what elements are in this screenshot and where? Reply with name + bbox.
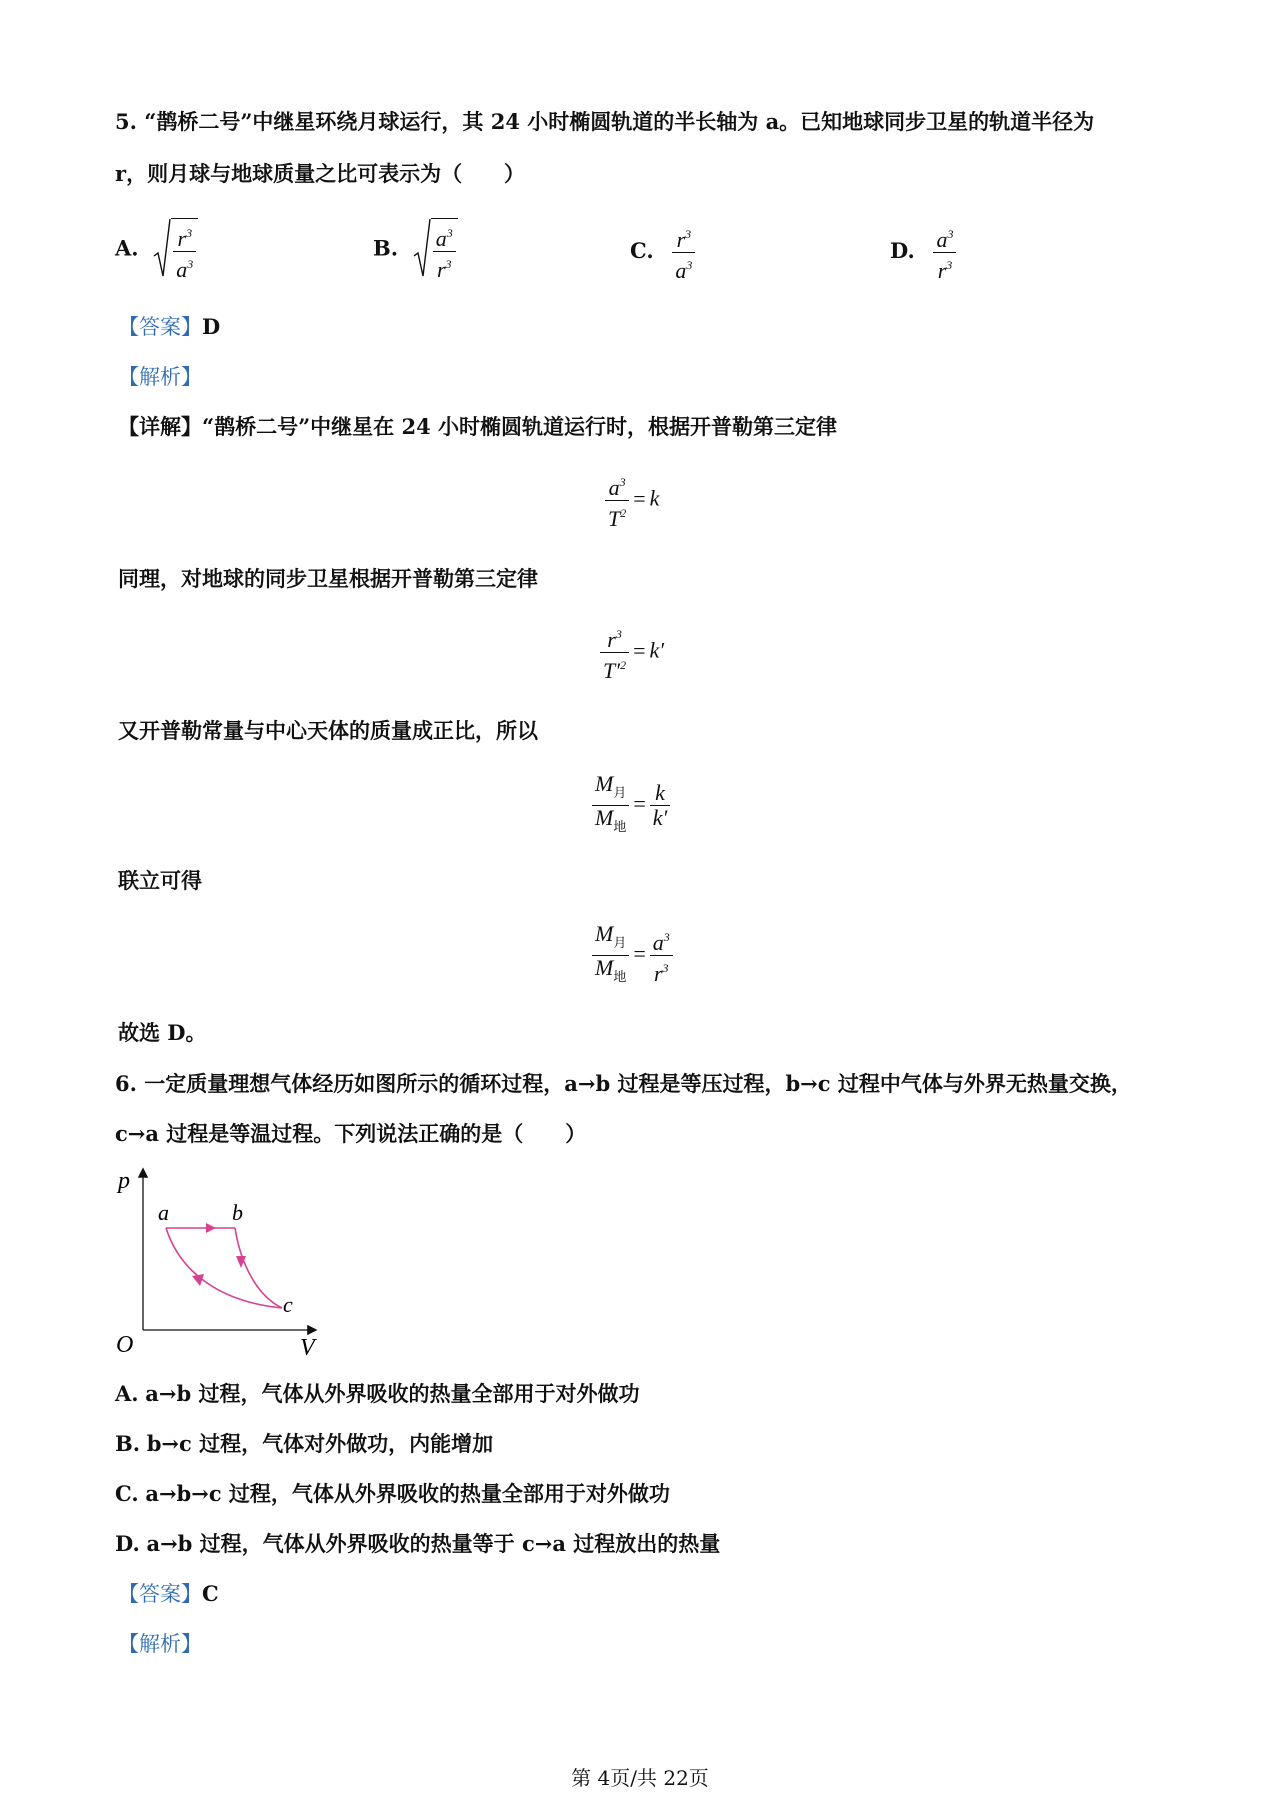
q6-stem-line2: c→a 过程是等温过程。下列说法正确的是（ ） <box>115 1121 587 1146</box>
option-label: A. <box>115 1381 139 1406</box>
q5-text2: 同理，对地球的同步卫星根据开普勒第三定律 <box>118 566 538 591</box>
fraction: $\frac{a^3}{r^3}$ <box>933 222 956 283</box>
answer-tag: 【答案】 <box>118 315 202 339</box>
q6-option-c[interactable] <box>115 1478 670 1508</box>
page-footer: 第 4页/共 22页 <box>571 1766 709 1790</box>
q5-option-c[interactable] <box>630 222 695 283</box>
q5-option-b[interactable] <box>373 218 458 282</box>
equation-3: $\frac{M_月}{M_地}$ = $\frac{k}{k'}$ <box>592 772 670 839</box>
option-label: B. <box>373 235 399 261</box>
q6-stem-line1: 一定质量理想气体经历如图所示的循环过程，a→b 过程是等压过程，b→c 过程中气体与外界无热量交换， <box>144 1071 1132 1096</box>
option-label: D. <box>890 238 915 263</box>
q6-option-b[interactable] <box>115 1428 493 1458</box>
sqrt-icon <box>153 218 171 280</box>
point-a-label: a <box>158 1200 169 1225</box>
y-axis-label: p <box>118 1168 130 1194</box>
option-label: B. <box>115 1431 141 1456</box>
q6-option-d[interactable] <box>115 1528 720 1558</box>
point-c-label: c <box>283 1292 293 1317</box>
q5-conclusion: 故选 D。 <box>118 1020 207 1045</box>
detail-text: “鹊桥二号”中继星在 24 小时椭圆轨道运行时，根据开普勒第三定律 <box>202 414 838 439</box>
option-label: C. <box>115 1481 139 1506</box>
q5-analysis-tag: 【解析】 <box>118 365 202 389</box>
q5-stem-line2: r，则月球与地球质量之比可表示为（ ） <box>115 161 526 186</box>
equation-1: $\frac{a^3}{T^2}$ = k <box>605 470 659 531</box>
sqrt-expression: $\frac{a^3}{r^3}$ <box>413 218 458 282</box>
q5-text3: 又开普勒常量与中心天体的质量成正比，所以 <box>118 718 538 743</box>
answer-value: D <box>202 314 221 339</box>
sqrt-expression: $\frac{r^3}{a^3}$ <box>153 218 198 282</box>
origin-label: O <box>116 1332 134 1358</box>
q5-detail <box>118 411 837 441</box>
option-text: b→c 过程，气体对外做功，内能增加 <box>146 1431 494 1456</box>
q6-number: 6. <box>115 1071 137 1096</box>
point-b-label: b <box>232 1200 243 1225</box>
q6-answer <box>118 1578 219 1608</box>
q5-answer <box>118 311 220 341</box>
option-text: a→b 过程，气体从外界吸收的热量全部用于对外做功 <box>145 1381 640 1406</box>
q5-stem-line1: “鹊桥二号”中继星环绕月球运行，其 24 小时椭圆轨道的半长轴为 a。已知地球同步卫星的轨道半径为 <box>144 109 1095 134</box>
option-label: C. <box>630 238 654 263</box>
q5-text4: 联立可得 <box>118 868 202 893</box>
answer-tag: 【答案】 <box>118 1582 202 1606</box>
option-text: a→b 过程，气体从外界吸收的热量等于 c→a 过程放出的热量 <box>146 1531 721 1556</box>
q6-option-a[interactable] <box>115 1378 640 1408</box>
sqrt-icon <box>413 218 431 280</box>
option-label: D. <box>115 1531 140 1556</box>
q5-option-a[interactable] <box>115 218 198 282</box>
q5-option-d[interactable] <box>890 222 956 283</box>
answer-value: C <box>202 1581 219 1606</box>
pv-diagram <box>110 1160 330 1360</box>
equation-2: $\frac{r^3}{T'^2}$ = k′ <box>600 622 664 683</box>
fraction: $\frac{r^3}{a^3}$ <box>672 222 695 283</box>
arrow-ab <box>206 1223 216 1233</box>
x-axis-label: V <box>300 1335 315 1360</box>
option-label: A. <box>115 235 139 261</box>
option-text: a→b→c 过程，气体从外界吸收的热量全部用于对外做功 <box>145 1481 670 1506</box>
path-bc <box>235 1228 282 1308</box>
equation-4: $\frac{M_月}{M_地}$ = $\frac{a^3}{r^3}$ <box>592 922 673 989</box>
q5-number: 5. <box>115 109 137 134</box>
q6-analysis-tag: 【解析】 <box>118 1632 202 1656</box>
q6-line1 <box>115 1068 1132 1098</box>
detail-tag: 【详解】 <box>118 414 202 439</box>
q5-line1 <box>115 106 1094 136</box>
